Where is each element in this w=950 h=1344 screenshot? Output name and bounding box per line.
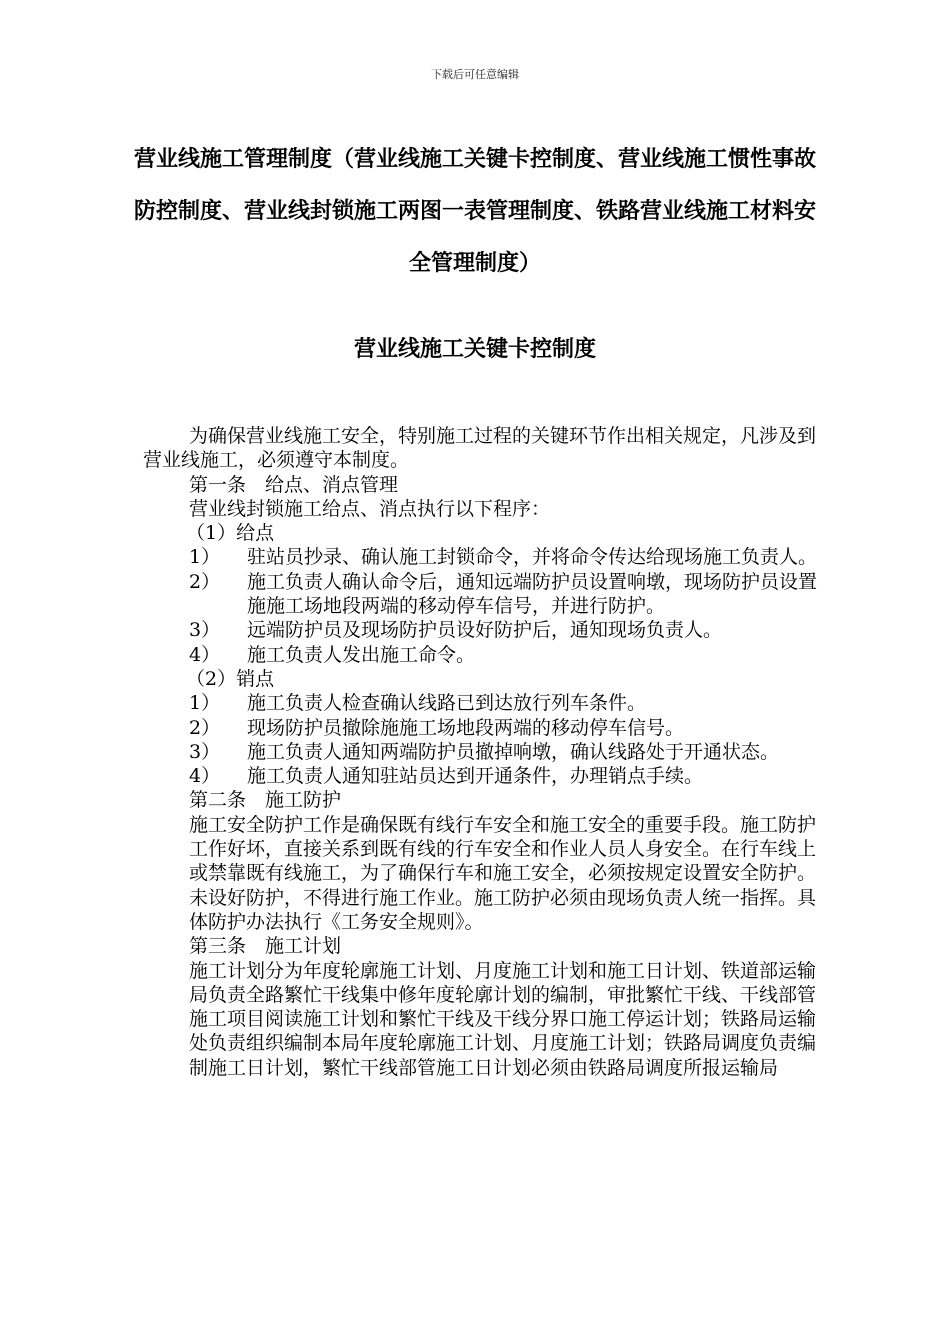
intro-paragraph: 为确保营业线施工安全，特别施工过程的关键环节作出相关规定，凡涉及到营业线施工，必须遵守本制度。 xyxy=(143,425,817,472)
list-item-text: 施工负责人确认命令后，通知远端防护员设置响墩，现场防护员设置施施工场地段两端的移动停车信号，并进行防护。 xyxy=(247,570,818,618)
list-item-number: 1） xyxy=(189,546,221,569)
article-3-heading: 第三条 施工计划 xyxy=(189,935,342,958)
list-item xyxy=(143,545,828,569)
list-item xyxy=(143,618,828,642)
list-item xyxy=(143,691,828,715)
article-3-text: 施工计划分为年度轮廓施工计划、月度施工计划和施工日计划、铁道部运输局负责全路繁忙干线集中修年度轮廓计划的编制，审批繁忙干线、干线部管施工项目阅读施工计划和繁忙干线及干线分界口施工停运计划；铁路局运输处负责组织编制本局年度轮廓施工计划、月度施工计划；铁路局调度负责编制施工日计划，繁忙干线部管施工日计划必须由铁路局调度所报运输局 xyxy=(189,959,817,1079)
list-item-number: 4） xyxy=(189,765,221,788)
article-1-lead: 营业线封锁施工给点、消点执行以下程序： xyxy=(189,497,551,520)
list-item xyxy=(143,740,828,764)
list-item-text: 施工负责人通知驻站员达到开通条件，办理销点手续。 xyxy=(247,765,704,788)
main-title: 营业线施工管理制度（营业线施工关键卡控制度、营业线施工惯性事故防控制度、营业线封锁施工两图一表管理制度、铁路营业线施工材料安全管理制度） xyxy=(133,147,816,276)
list-item xyxy=(143,643,828,667)
list-item-text: 远端防护员及现场防护员设好防护后，通知现场负责人。 xyxy=(247,619,723,642)
list-item-text: 施工负责人发出施工命令。 xyxy=(247,643,476,666)
list-item xyxy=(143,716,828,740)
list-item-number: 2） xyxy=(189,716,221,739)
article-2-heading: 第二条 施工防护 xyxy=(189,789,342,812)
article-1-heading: 第一条 给点、消点管理 xyxy=(189,473,399,496)
part-2-label: （2）销点 xyxy=(186,667,275,690)
part-1-label: （1）给点 xyxy=(186,522,275,545)
list-item-text: 现场防护员撤除施施工场地段两端的移动停车信号。 xyxy=(247,716,685,739)
list-item xyxy=(143,570,828,619)
header-note: 下载后可任意编辑 xyxy=(431,68,519,81)
list-item-text: 施工负责人通知两端防护员撤掉响墩，确认线路处于开通状态。 xyxy=(247,740,780,763)
article-2-text: 施工安全防护工作是确保既有线行车安全和施工安全的重要手段。施工防护工作好坏，直接关系到既有线的行车安全和作业人员人身安全。在行车线上或禁靠既有线施工，为了确保行车和施工安全，必须按规定设置安全防护。未设好防护，不得进行施工作业。施工防护必须由现场负责人统一指挥。具体防护办法执行《工务安全规则》。 xyxy=(189,813,817,933)
list-item-number: 3） xyxy=(189,740,221,763)
list-item-number: 3） xyxy=(189,619,221,642)
list-item-number: 2） xyxy=(189,570,221,593)
list-item-text: 驻站员抄录、确认施工封锁命令，并将命令传达给现场施工负责人。 xyxy=(247,546,818,569)
document-body xyxy=(143,424,828,1080)
list-item xyxy=(143,764,828,788)
section-title: 营业线施工关键卡控制度 xyxy=(353,337,596,362)
list-item-number: 4） xyxy=(189,643,221,666)
list-item-text: 施工负责人检查确认线路已到达放行列车条件。 xyxy=(247,692,647,715)
list-item-number: 1） xyxy=(189,692,221,715)
